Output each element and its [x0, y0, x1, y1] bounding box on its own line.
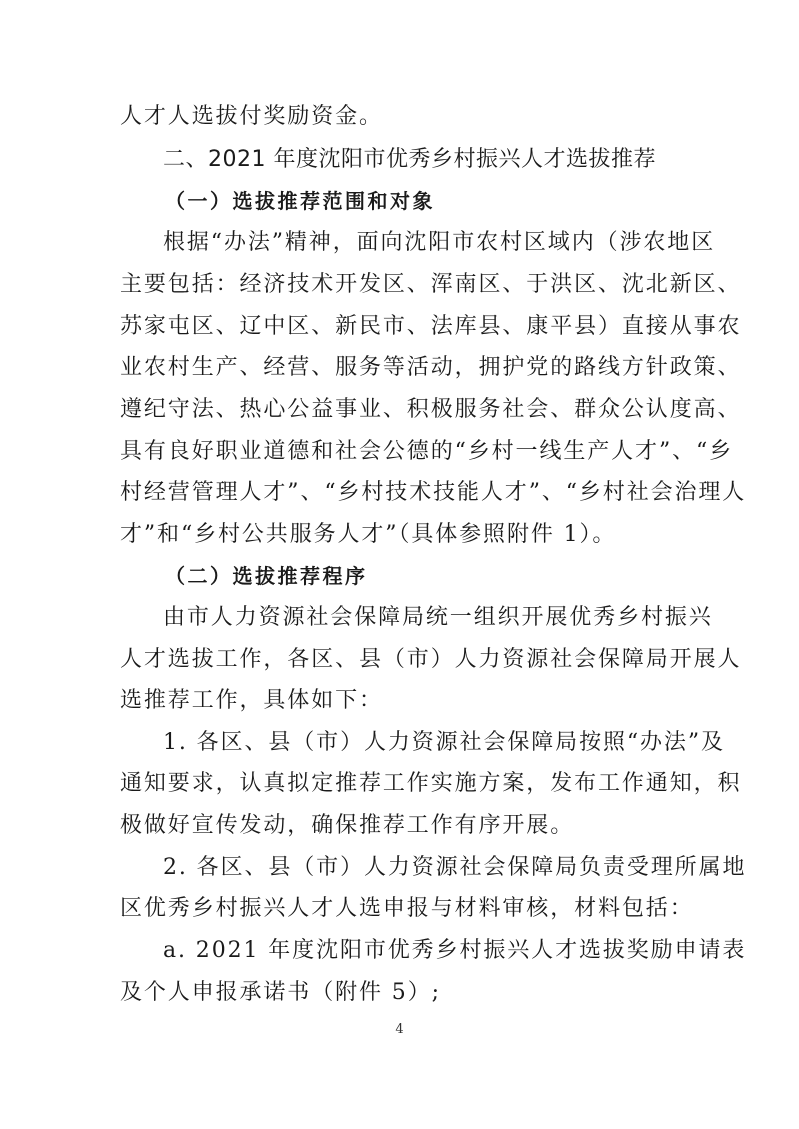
paragraph-line: 人才选拔工作，各区、县（市）人力资源社会保障局开展人	[120, 647, 742, 672]
list-item-line: 及个人申报承诺书（附件 5）;	[120, 980, 441, 1005]
page-number: 4	[395, 1022, 404, 1037]
section-heading: 二、2021 年度沈阳市优秀乡村振兴人才选拔推荐	[163, 147, 656, 172]
paragraph-line: 具有良好职业道德和社会公德的“乡村一线生产人才”、“乡	[120, 439, 734, 464]
text-line: 人才人选拔付奖励资金。	[120, 104, 383, 129]
subsection-heading: （二）选拔推荐程序	[165, 564, 368, 588]
list-item-line: 通知要求，认真拟定推荐工作实施方案，发布工作通知，积	[120, 771, 742, 796]
paragraph-line: 选推荐工作，具体如下：	[120, 688, 383, 713]
paragraph-line: 由市人力资源社会保障局统一组织开展优秀乡村振兴	[163, 605, 713, 630]
list-item-line: 2. 各区、县（市）人力资源社会保障局负责受理所属地	[163, 855, 747, 880]
paragraph-line: 主要包括：经济技术开发区、浑南区、于洪区、沈北新区、	[120, 272, 742, 297]
list-item-line: 区优秀乡村振兴人才人选申报与材料审核，材料包括：	[120, 896, 694, 921]
paragraph-line: 才”和“乡村公共服务人才”（具体参照附件 1）。	[120, 522, 617, 547]
paragraph-line: 根据“办法”精神，面向沈阳市农村区域内（涉农地区	[163, 230, 716, 255]
paragraph-line: 遵纪守法、热心公益事业、积极服务社会、群众公认度高、	[120, 397, 742, 422]
paragraph-line: 苏家屯区、辽中区、新民市、法库县、康平县）直接从事农	[120, 314, 742, 339]
list-item-line: 极做好宣传发动，确保推荐工作有序开展。	[120, 813, 575, 838]
paragraph-line: 村经营管理人才”、“乡村技术技能人才”、“乡村社会治理人	[120, 480, 747, 505]
subsection-heading: （一）选拔推荐范围和对象	[165, 189, 435, 213]
list-item-line: a. 2021 年度沈阳市优秀乡村振兴人才选拔奖励申请表	[163, 938, 747, 963]
paragraph-line: 业农村生产、经营、服务等活动，拥护党的路线方针政策、	[120, 355, 742, 380]
list-item-line: 1. 各区、县（市）人力资源社会保障局按照“办法”及	[163, 730, 725, 755]
